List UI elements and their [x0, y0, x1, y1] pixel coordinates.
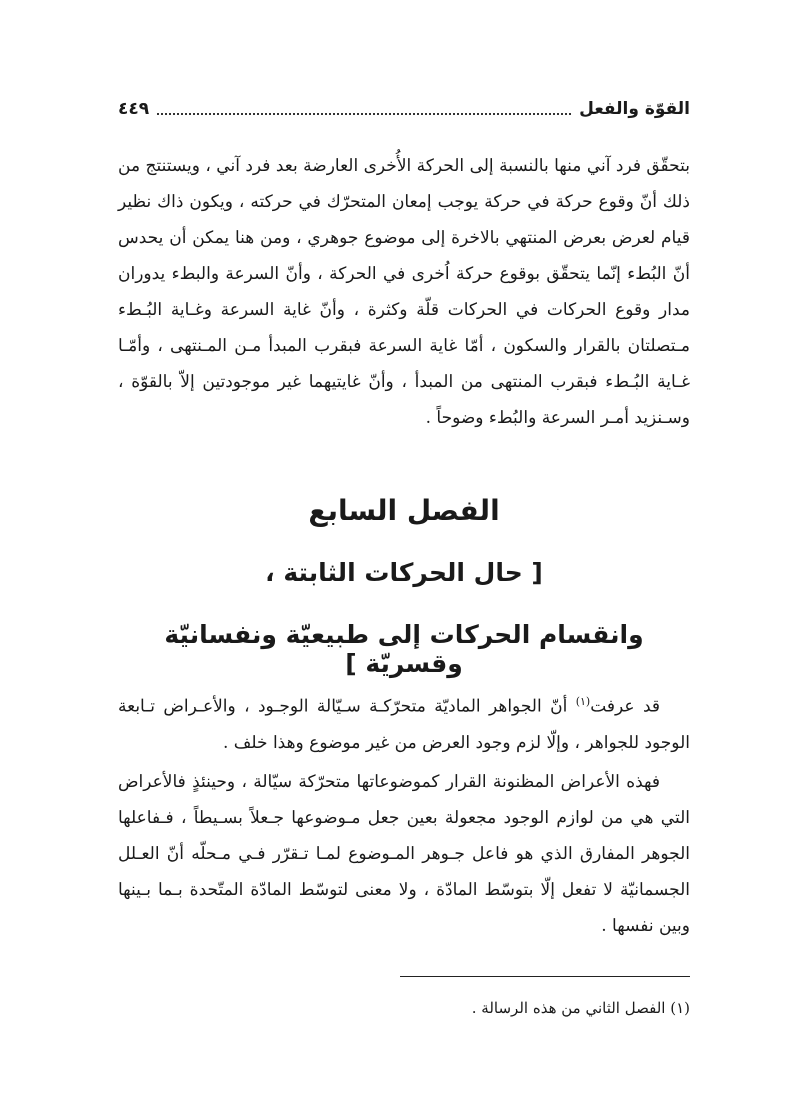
footnote-text: الفصل الثاني من هذه الرسالة .	[471, 999, 671, 1017]
body-paragraph-1	[118, 148, 690, 436]
chapter-subtitle-line-1: [ حال الحركات الثابتة ،	[265, 558, 543, 587]
paragraph-continuation: أنّ الجواهر الماديّة متحرّكـة سـيّالة الوجـود ، والأعـراض تـابعة الوجود للجواهر ، وإلّا لزم وجود العرض من غير موضوع وهذا خلف .	[118, 696, 690, 753]
paragraph-lead: قد عرفت	[590, 696, 660, 717]
body-paragraph-2	[118, 684, 690, 761]
header-dot-leader	[157, 103, 571, 115]
footnote	[118, 996, 690, 1020]
paragraph-text: فهذه الأعراض المظنونة القرار كموضوعاتها متحرّكة سيّالة ، وحينئذٍ فالأعراض التي هي من لوازم الوجود مجعولة بعين جعل مـوضوعها جـعلاً بسـيطاً ، فـفاعلها الجوهر المفارق الذي هو فاعل جـوهر المـوضوع لمـا تـقرّر فـي مـحلّه أنّ العـلل الجسمانيّة لا تفعل إلّا بتوسّط المادّة ، ولا معنى لتوسّط المادّة المتّحدة بـما بـينها وبين نفسها .	[118, 772, 690, 936]
page-header	[118, 92, 690, 126]
footnote-reference: (١)	[575, 695, 591, 708]
running-title: القوّة والفعل	[579, 99, 690, 119]
chapter-title: الفصل السابع	[308, 494, 500, 527]
chapter-subtitle-line-2: وانقسام الحركات إلى طبيعيّة ونفسانيّة وقسريّة ]	[164, 620, 644, 678]
page-number: ٤٤٩	[118, 99, 150, 119]
paragraph-text	[118, 684, 690, 761]
footnote-mark: (١)	[670, 999, 690, 1017]
footnote-divider	[400, 976, 690, 977]
body-paragraph-3	[118, 764, 690, 944]
paragraph-text: بتحقّق فرد آني منها بالنسبة إلى الحركة الأُخرى العارضة بعد فرد آني ، ويستنتج من ذلك أنّ وقوع حركة في حركة يوجب إمعان المتحرّك في حركته ، ويكون ذاك نظير قيام لعرض بعرض المنتهي بالاخرة إلى موضوع جوهري ، ومن هنا يمكن أن يحدس أنّ البُطء إنّما يتحقّق بوقوع حركة اُخرى في الحركة ، وأنّ السرعة والبطء يدوران مدار وقوع الحركات في الحركات قلّة وكثرة ، وأنّ غاية السرعة وغـاية البُـطء مـتصلتان بالقرار والسكون ، أمّا غاية السرعة فبقرب المبدأ مـن المـنتهى ، وأمّـا غـاية البُـطء فبقرب المنتهى من المبدأ ، وأنّ غايتيهما غير موجودتين إلاّ بالقوّة ، وسـنزيد أمـر السرعة والبُطء وضوحاً .	[118, 156, 690, 428]
